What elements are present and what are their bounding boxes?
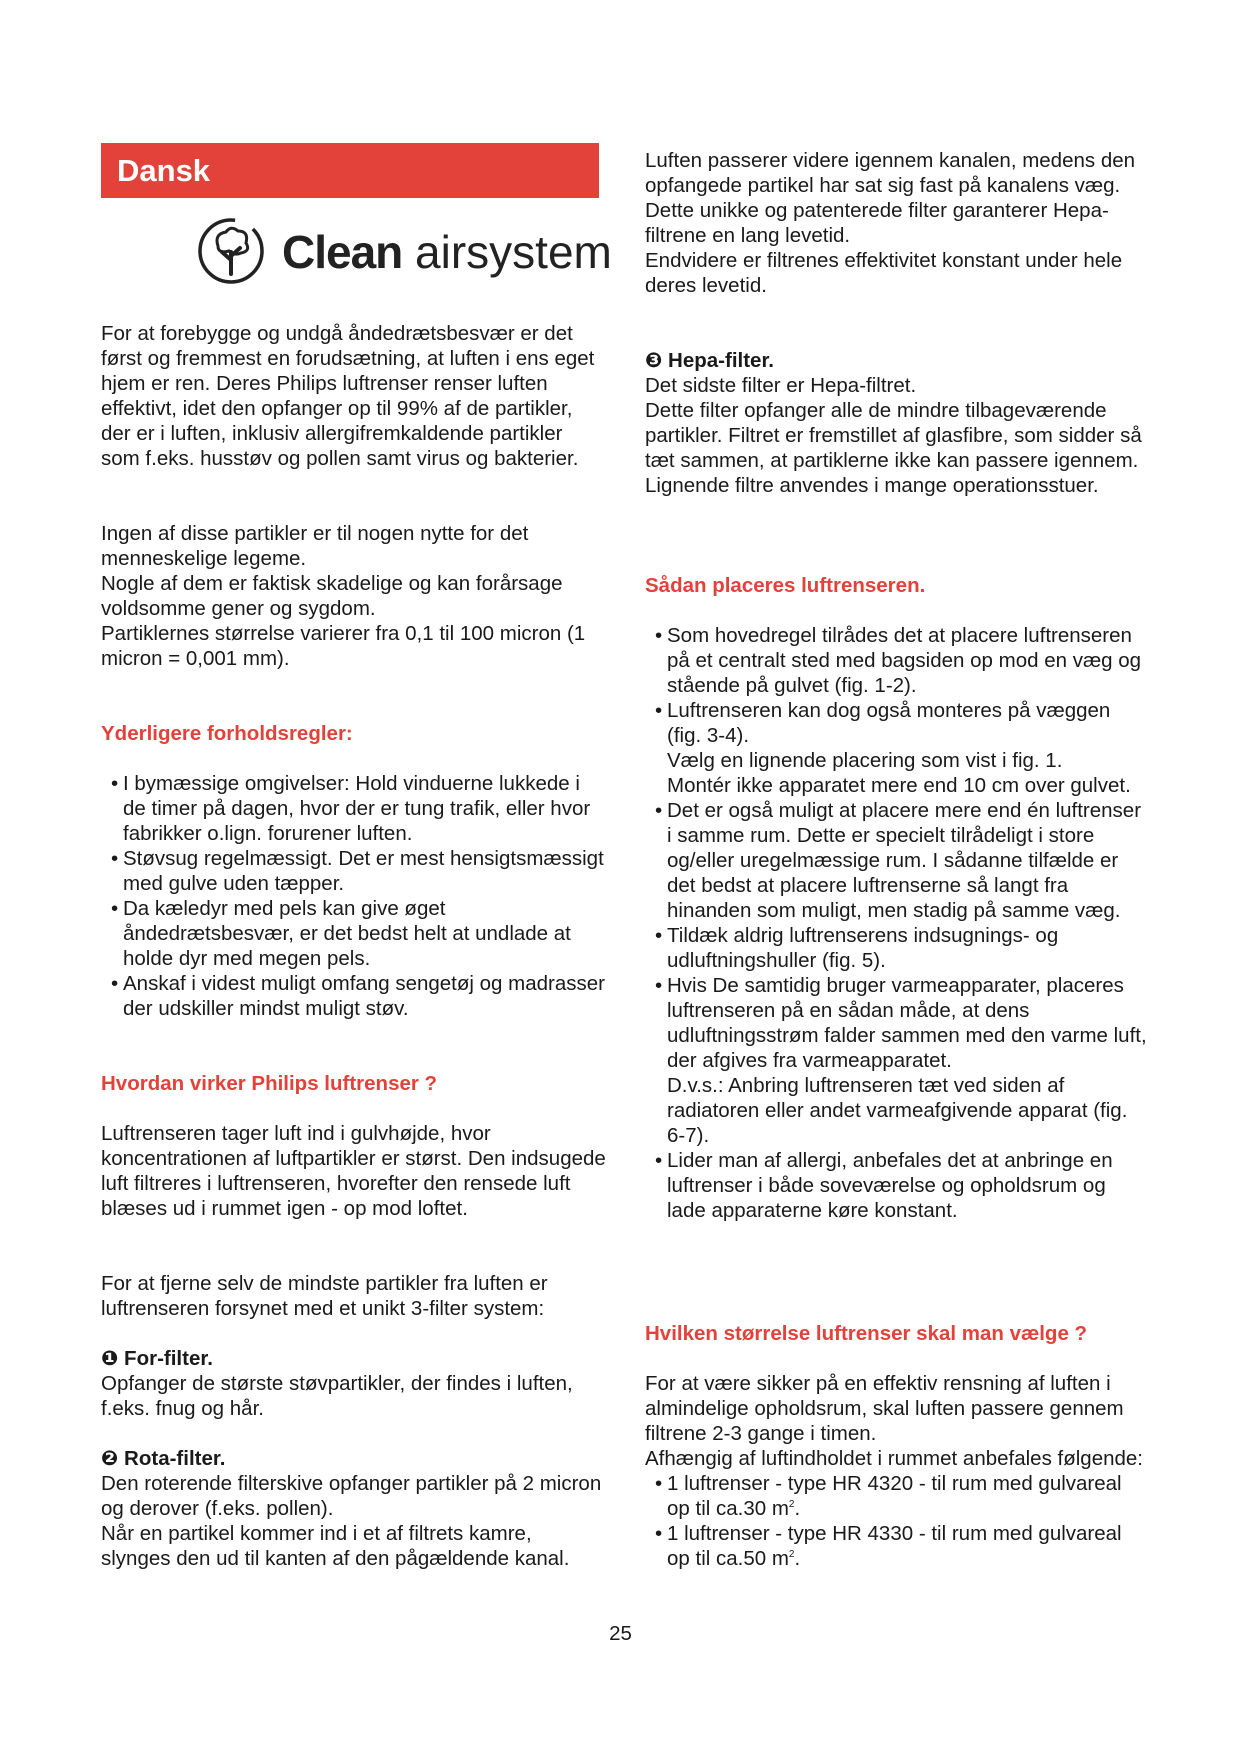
precautions-list (101, 771, 606, 1021)
placement-text-2a: Luftrenseren kan dog også monteres på væggen (fig. 3-4). (667, 699, 1111, 747)
how-paragraph: Luftrenseren tager luft ind i gulvhøjde, hvor koncentrationen af luftpartikler er størst. Den indsugede luft filtreres i luftrenseren, hvorefter den rensede luft blæses ud i rummet igen - op mod loftet. (101, 1122, 606, 1220)
filter-3-line-3: Lignende filtre anvendes i mange operationsstuer. (645, 474, 1099, 497)
period: . (794, 1547, 801, 1570)
logo-word-clean: Clean (282, 226, 403, 278)
filter-1 (101, 1346, 606, 1421)
intro-paragraph (101, 321, 606, 471)
tree-logo-icon (196, 216, 266, 286)
size-line-2: Afhængig af luftindholdet i rummet anbefales følgende: (645, 1447, 1143, 1470)
placement-list (645, 623, 1150, 1223)
filter-3-line-2: Dette filter opfanger alle de mindre tilbageværende partikler. Filtret er fremstillet af glasfibre, som sidder så tæt sammen, at partiklerne ikke kan passere igennem. (645, 399, 1142, 472)
period: . (794, 1497, 801, 1520)
placement-text-5a: Hvis De samtidig bruger varmeapparater, placeres luftrenseren på en sådan måde, at dens udluftningsstrøm falder sammen med den varme luft, der afgives fra varmeapparatet. (667, 974, 1147, 1072)
filter-3-line-1: Det sidste filter er Hepa-filtret. (645, 374, 917, 397)
superscript-2: 2 (788, 1549, 795, 1561)
superscript-2: 2 (788, 1499, 795, 1511)
particles-paragraph (101, 521, 606, 671)
list-item: • Som hovedregel tilrådes det at placere luftrenseren på et centralt sted med bagsiden op mod en væg og stående på gulvet (fig. 1-2). (655, 624, 1142, 697)
placement-heading: Sådan placeres luftrenseren. (645, 574, 926, 597)
size-line-1: For at være sikker på en effektiv rensning af luften i almindelige opholdsrum, skal luften passere gennem filtrene 2-3 gange i timen. (645, 1372, 1124, 1445)
list-item: • Det er også muligt at placere mere end én luftrenser i samme rum. Dette er specielt tilrådeligt i store og/eller uregelmæssige rum. I sådanne tilfælde er det bedst at placere luftrenserne så langt fra hinanden som muligt, men stadig på samme væg. (655, 799, 1142, 922)
logo-wordmark (282, 224, 612, 280)
particles-line-1: Ingen af disse partikler er til nogen nytte for det menneskelige legeme. (101, 522, 529, 570)
list-item: • Støvsug regelmæssigt. Det er mest hensigtsmæssigt med gulve uden tæpper. (111, 847, 604, 895)
placement-text-6: Lider man af allergi, anbefales det at anbringe en luftrenser i både soveværelse og opholdsrum og lade apparaterne køre konstant. (667, 1149, 1113, 1222)
list-item: • Anskaf i videst muligt omfang sengetøj og madrasser der udskiller mindst muligt støv. (111, 972, 605, 1020)
size-heading: Hvilken størrelse luftrenser skal man vælge ? (645, 1322, 1088, 1345)
precaution-text-2: Støvsug regelmæssigt. Det er mest hensigtsmæssigt med gulve uden tæpper. (123, 847, 604, 895)
precautions-heading: Yderligere forholdsregler: (101, 722, 353, 745)
logo-word-airsystem: airsystem (415, 226, 612, 278)
list-item: • Hvis De samtidig bruger varmeapparater, placeres luftrenseren på en sådan måde, at dens udluftningsstrøm falder sammen med den varme luft, der afgives fra varmeapparatet. D.v.s.: Anbring luftrenseren tæt ved siden af radiatoren eller andet varmeafgivende apparat (fig. 6-7). (655, 974, 1147, 1147)
precaution-text-3: Da kæledyr med pels kan give øget åndedrætsbesvær, er det bedst helt at undlade at holde dyr med megen pels. (123, 897, 571, 970)
size-item-2: 1 luftrenser - type HR 4330 - til rum med gulvareal op til ca.50 m (667, 1522, 1122, 1570)
filter-3-title: ❸ Hepa-filter. (645, 349, 774, 372)
filter-intro: For at fjerne selv de mindste partikler fra luften er luftrenseren forsynet med et unikt 3-filter system: (101, 1272, 548, 1320)
placement-text-2b: Vælg en lignende placering som vist i fig. 1. (667, 749, 1063, 772)
particles-line-3: Partiklernes størrelse varierer fra 0,1 til 100 micron (1 micron = 0,001 mm). (101, 622, 586, 670)
language-header (101, 143, 599, 198)
list-item: • Lider man af allergi, anbefales det at anbringe en luftrenser i både soveværelse og opholdsrum og lade apparaterne køre konstant. (655, 1149, 1113, 1222)
filter-1-text: Opfanger de største støvpartikler, der findes i luften, f.eks. fnug og hår. (101, 1372, 573, 1420)
list-item: • 1 luftrenser - type HR 4320 - til rum med gulvareal op til ca.30 $m^2$. (655, 1472, 1122, 1520)
size-item-1: 1 luftrenser - type HR 4320 - til rum med gulvareal op til ca.30 m (667, 1472, 1122, 1520)
intro-text: For at forebygge og undgå åndedrætsbesvær er det først og fremmest en forudsætning, at luften i ens eget hjem er ren. Deres Philips luftrenser renser luften effektivt, idet den opfanger op til 99% af de partikler, der er i luften, inklusiv allergifremkaldende partikler som f.eks. husstøv og pollen samt virus og bakterier. (101, 322, 595, 470)
list-item: • I bymæssige omgivelser: Hold vinduerne lukkede i de timer på dagen, hvor der er tung trafik, eller hvor fabrikker o.lign. forurener luften. (111, 772, 591, 845)
precaution-text-4: Anskaf i videst muligt omfang sengetøj og madrasser der udskiller mindst muligt støv. (123, 972, 605, 1020)
clean-airsystem-logo (196, 216, 612, 288)
precaution-text-1: I bymæssige omgivelser: Hold vinduerne lukkede i de timer på dagen, hvor der er tung trafik, eller hvor fabrikker o.lign. forurener luften. (123, 772, 591, 845)
placement-text-1: Som hovedregel tilrådes det at placere luftrenseren på et centralt sted med bagsiden op mod en væg og stående på gulvet (fig. 1-2). (667, 624, 1142, 697)
filter-1-title: ❶ For-filter. (101, 1347, 213, 1370)
placement-text-2c: Montér ikke apparatet mere end 10 cm over gulvet. (667, 774, 1131, 797)
cont-line-1: Luften passerer videre igennem kanalen, medens den opfangede partikel har sat sig fast på kanalens væg. (645, 149, 1136, 197)
rota-continuation (645, 148, 1150, 298)
filter-3 (645, 348, 1150, 498)
list-item: • Luftrenseren kan dog også monteres på væggen (fig. 3-4). Vælg en lignende placering som vist i fig. 1. Montér ikke apparatet mere end 10 cm over gulvet. (655, 699, 1131, 797)
placement-text-4: Tildæk aldrig luftrenserens indsugnings- og udluftningshuller (fig. 5). (667, 924, 1059, 972)
list-item: • Tildæk aldrig luftrenserens indsugnings- og udluftningshuller (fig. 5). (655, 924, 1059, 972)
language-title: Dansk (117, 153, 211, 188)
placement-text-3: Det er også muligt at placere mere end én luftrenser i samme rum. Dette er specielt tilrådeligt i store og/eller uregelmæssige rum. I sådanne tilfælde er det bedst at placere luftrenserne så langt fra hinanden som muligt, men stadig på samme væg. (667, 799, 1142, 922)
filter-2-text-2: Når en partikel kommer ind i et af filtrets kamre, slynges den ud til kanten af den pågældende kanal. (101, 1522, 570, 1570)
page-number: 25 (609, 1622, 632, 1645)
list-item: • Da kæledyr med pels kan give øget åndedrætsbesvær, er det bedst helt at undlade at holde dyr med megen pels. (111, 897, 571, 970)
particles-line-2: Nogle af dem er faktisk skadelige og kan forårsage voldsomme gener og sygdom. (101, 572, 563, 620)
how-heading: Hvordan virker Philips luftrenser ? (101, 1072, 438, 1095)
cont-line-3: Endvidere er filtrenes effektivitet konstant under hele deres levetid. (645, 249, 1123, 297)
filter-2-title: ❷ Rota-filter. (101, 1447, 226, 1470)
filter-2-text-1: Den roterende filterskive opfanger partikler på 2 micron og derover (f.eks. pollen). (101, 1472, 602, 1520)
cont-line-2: Dette unikke og patenterede filter garanterer Hepa-filtrene en lang levetid. (645, 199, 1109, 247)
list-item: • 1 luftrenser - type HR 4330 - til rum med gulvareal op til ca.50 $m^2$. (655, 1522, 1122, 1570)
filter-2 (101, 1446, 606, 1571)
size-section (645, 1371, 1150, 1571)
placement-text-5b: D.v.s.: Anbring luftrenseren tæt ved siden af radiatoren eller andet varmeafgivende apparat (fig. 6-7). (667, 1074, 1128, 1147)
